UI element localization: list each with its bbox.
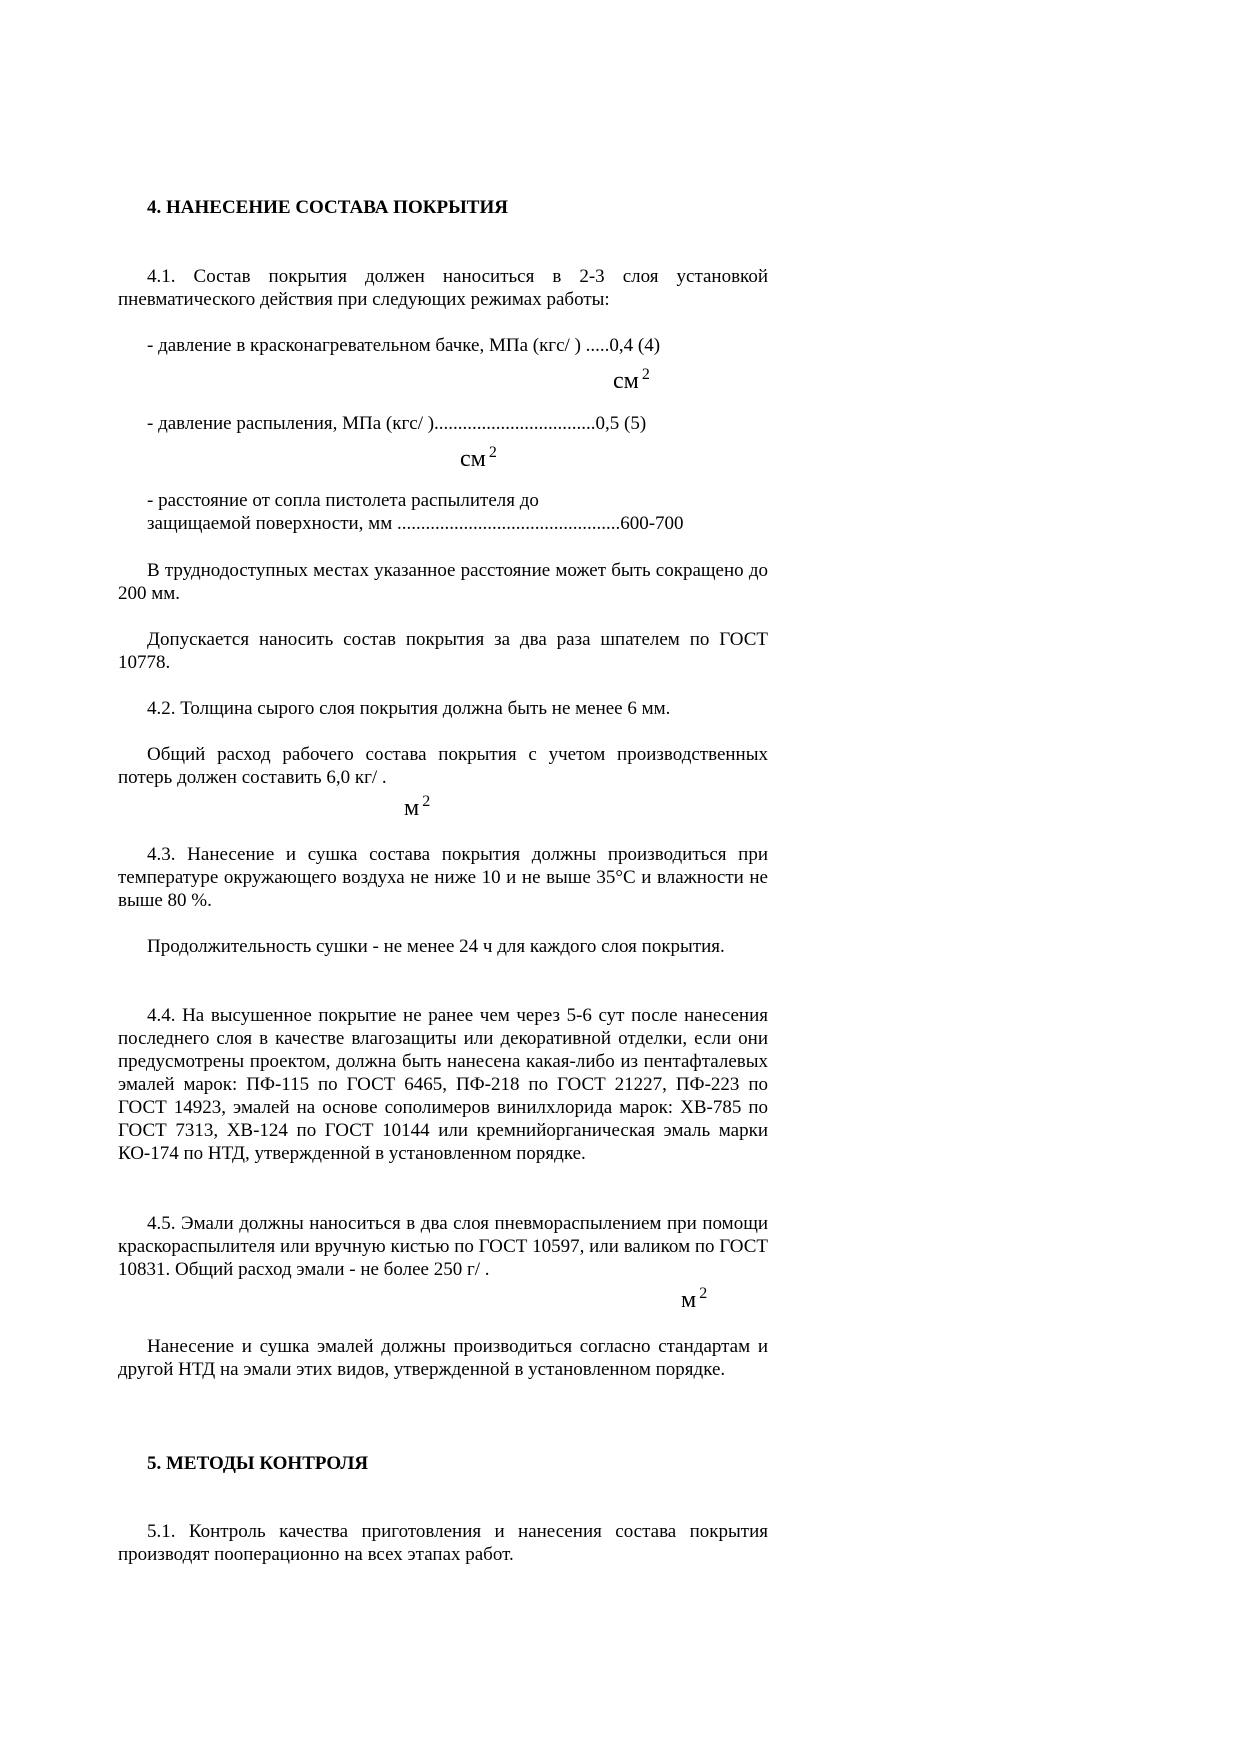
unit-base: м	[404, 795, 420, 821]
distance-item-line-1: - расстояние от сопла пистолета распылителя до	[147, 490, 539, 511]
unit-exponent: 2	[699, 1285, 708, 1302]
pressure-tank-item: - давление в красконагревательном бачке, МПа (кгс/ ) .....0,4 (4)	[147, 335, 661, 356]
unit-exponent: 2	[641, 366, 650, 383]
unit-base: см	[460, 446, 486, 472]
paragraph-4-2: 4.2. Толщина сырого слоя покрытия должна быть не менее 6 мм.	[147, 698, 671, 719]
paragraph-4-4: 4.4. На высушенное покрытие не ранее чем через 5-6 сут после нанесения последнего слоя в качестве влагозащиты или декоративной отделки, если они предусмотрены проектом, должна быть нанесена какая-либо из пентафталевых эмалей марок: ПФ-115 по ГОСТ 6465, ПФ-218 по ГОСТ 21227, ПФ-223 по ГОСТ 14923, эмалей на основе сополимеров винилхлорида марок: ХВ-785 по ГОСТ 7313, ХВ-124 по ГОСТ 10144 или кремнийорганическая эмаль марки КО-174 по НТД, утвержденной в установленном порядке.	[118, 1005, 768, 1164]
unit-m2-enamel	[681, 1281, 707, 1313]
paragraph-4-3: 4.3. Нанесение и сушка состава покрытия должны производиться при температуре окружающего воздуха не ниже 10 и не выше 35°С и влажности не выше 80 %.	[118, 844, 768, 911]
unit-exponent: 2	[422, 793, 431, 810]
paragraph-enamels: Нанесение и сушка эмалей должны производиться согласно стандартам и другой НТД на эмали этих видов, утвержденной в установленном порядке.	[118, 1336, 768, 1380]
paragraph-difficult-places: В труднодоступных местах указанное расстояние может быть сокращено до 200 мм.	[118, 560, 768, 604]
unit-exponent: 2	[488, 444, 497, 461]
section-4-heading: 4. НАНЕСЕНИЕ СОСТАВА ПОКРЫТИЯ	[147, 197, 508, 218]
section-5-heading: 5. МЕТОДЫ КОНТРОЛЯ	[147, 1453, 369, 1474]
unit-base: м	[681, 1287, 697, 1313]
spray-pressure-item: - давление распыления, МПа (кгс/ )..................................0,5 (5)	[147, 413, 647, 434]
paragraph-4-5: 4.5. Эмали должны наноситься в два слоя пневмораспылением при помощи краскораспылителя или вручную кистью по ГОСТ 10597, или валиком по ГОСТ 10831. Общий расход эмали - не более 250 г/ .	[118, 1213, 769, 1280]
distance-item-line-2: защищаемой поверхности, мм ...............................................600-700	[147, 513, 684, 534]
paragraph-4-1: 4.1. Состав покрытия должен наноситься в 2-3 слоя установкой пневматического действия при следующих режимах работы:	[118, 266, 768, 310]
unit-cm2-spray	[460, 440, 497, 472]
unit-cm2-tank	[613, 362, 650, 394]
paragraph-drying: Продолжительность сушки - не менее 24 ч для каждого слоя покрытия.	[147, 936, 725, 957]
unit-base: см	[613, 368, 639, 394]
paragraph-consumption: Общий расход рабочего состава покрытия с учетом производственных потерь должен составить 6,0 кг/ .	[118, 744, 768, 788]
paragraph-5-1: 5.1. Контроль качества приготовления и нанесения состава покрытия производят пооперационно на всех этапах работ.	[118, 1521, 768, 1565]
paragraph-spatula: Допускается наносить состав покрытия за два раза шпателем по ГОСТ 10778.	[118, 629, 768, 673]
unit-m2-consumption	[404, 789, 430, 821]
